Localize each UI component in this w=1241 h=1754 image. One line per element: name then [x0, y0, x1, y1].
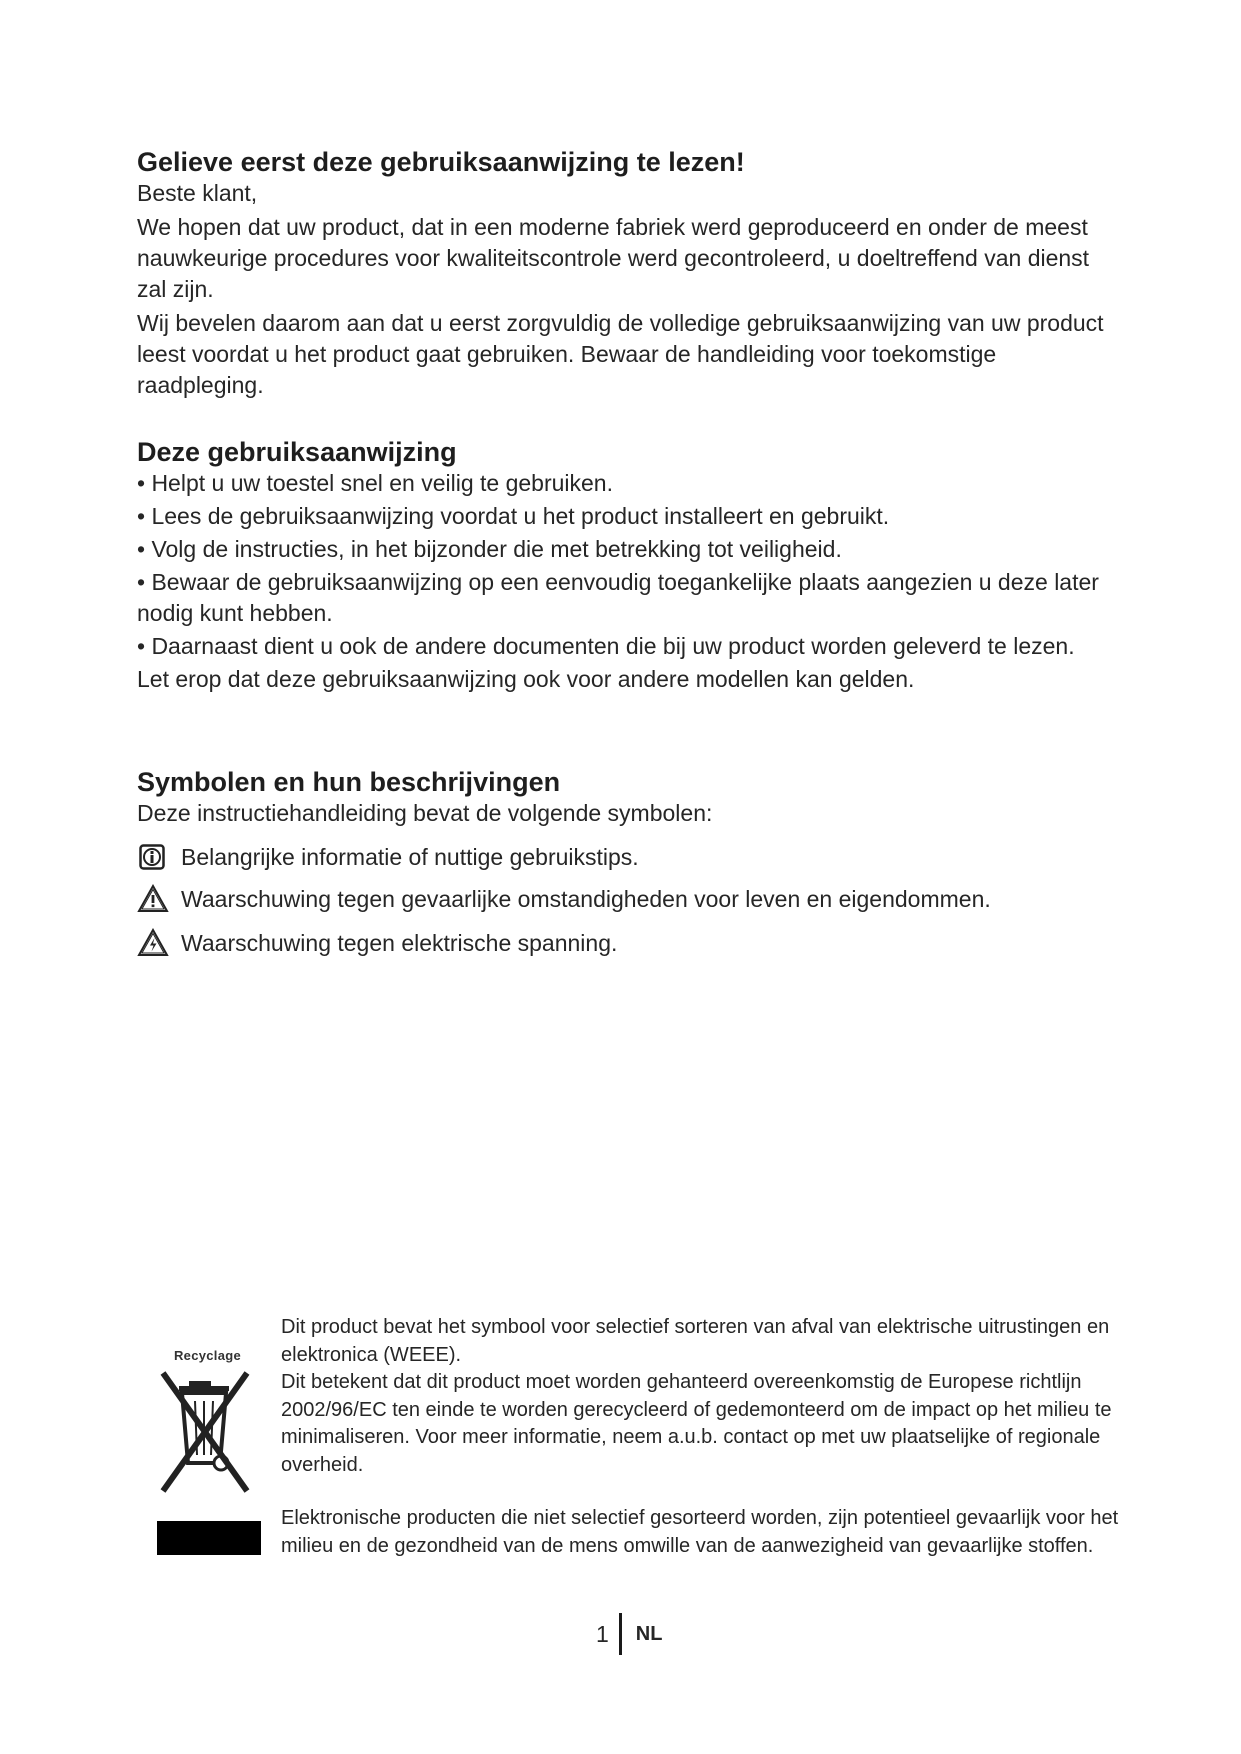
intro-heading: Gelieve eerst deze gebruiksaanwijzing te lezen! — [137, 147, 745, 177]
symbols-intro: Deze instructiehandleiding bevat de volgende symbolen: — [137, 800, 713, 826]
symbols-heading: Symbolen en hun beschrijvingen — [137, 767, 561, 797]
symbol-text: Belangrijke informatie of nuttige gebruikstips. — [181, 843, 639, 870]
weee-paragraph-3: Elektronische producten die niet selectief gesorteerd worden, zijn potentieel gevaarlijk voor het milieu en de gezondheid van de mens omwille van de aanwezigheid van gevaarlijke stoffen. — [281, 1507, 1119, 1557]
manual-section — [137, 436, 1117, 695]
weee-symbol — [155, 1348, 260, 1495]
symbol-text: Waarschuwing tegen elektrische spanning. — [181, 929, 618, 956]
weee-black-bar — [157, 1521, 261, 1555]
footer-divider — [619, 1613, 622, 1655]
bullet-item: • Daarnaast dient u ook de andere documenten die bij uw product worden geleverd te lezen. — [137, 633, 1075, 659]
intro-paragraph-1: We hopen dat uw product, dat in een moderne fabriek werd geproduceerd en onder de meest nauwkeurige procedures voor kwaliteitscontrole werd gecontroleerd, u doeltreffend van dienst zal zijn. — [137, 214, 1090, 302]
weee-paragraph-2: Dit betekent dat dit product moet worden gehanteerd overeenkomstig de Europese richtlijn 2002/96/EC ten einde te worden gerecycleerd of gedemonteerd om de impact op het milieu te minimaliseren. Voor meer informatie, neem a.u.b. contact op met uw plaatselijke of regionale overheid. — [281, 1371, 1112, 1476]
page-number: 1 — [596, 1620, 609, 1647]
page-footer — [596, 1612, 662, 1656]
intro-section — [137, 146, 1117, 401]
info-icon — [137, 842, 167, 872]
manual-heading: Deze gebruiksaanwijzing — [137, 437, 457, 467]
electric-warning-icon — [137, 928, 167, 958]
warning-triangle-icon — [137, 884, 167, 914]
salutation: Beste klant, — [137, 180, 258, 206]
crossed-bin-icon — [155, 1367, 260, 1495]
symbols-section — [137, 766, 1117, 829]
models-note: Let erop dat deze gebruiksaanwijzing ook voor andere modellen kan gelden. — [137, 666, 915, 692]
bullet-item: • Volg de instructies, in het bijzonder die met betrekking tot veiligheid. — [137, 536, 842, 562]
recyclage-label: Recyclage — [173, 1348, 242, 1363]
symbol-row-electric — [137, 926, 1117, 960]
bullet-item: • Bewaar de gebruiksaanwijzing op een eenvoudig toegankelijke plaats aangezien u deze later nodig kunt hebben. — [137, 569, 1099, 626]
symbol-row-info — [137, 840, 1117, 874]
bullet-item: • Lees de gebruiksaanwijzing voordat u het product installeert en gebruikt. — [137, 503, 890, 529]
symbol-text: Waarschuwing tegen gevaarlijke omstandigheden voor leven en eigendommen. — [181, 885, 991, 912]
language-code: NL — [635, 1622, 663, 1645]
bullet-item: • Helpt u uw toestel snel en veilig te gebruiken. — [137, 470, 613, 496]
symbol-row-warning — [137, 882, 1117, 916]
intro-paragraph-2: Wij bevelen daarom aan dat u eerst zorgvuldig de volledige gebruiksaanwijzing van uw product leest voordat u het product gaat gebruiken. Bewaar de handleiding voor toekomstige raadpleging. — [137, 310, 1104, 398]
weee-paragraph-1: Dit product bevat het symbool voor selectief sorteren van afval van elektrische uitrustingen en elektronica (WEEE). — [281, 1316, 1110, 1366]
